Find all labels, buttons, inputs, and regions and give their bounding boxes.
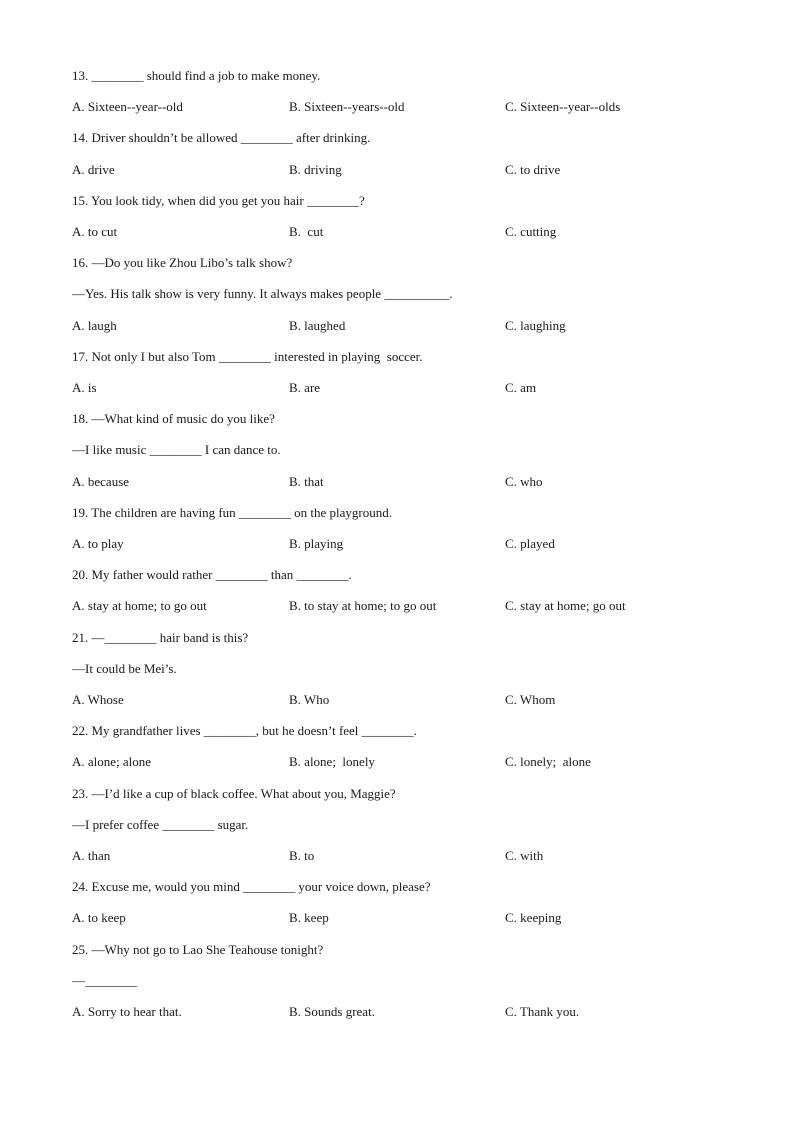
question-stem: 22. My grandfather lives ________, but he doesn’t feel ________.	[72, 723, 417, 739]
option-b: B. cut	[289, 224, 324, 239]
option-c: C. played	[505, 536, 555, 551]
option-a: A. to cut	[72, 224, 118, 239]
answer-options	[72, 318, 752, 334]
answer-options	[72, 848, 752, 864]
question-dialogue-line: —I like music ________ I can dance to.	[72, 442, 281, 458]
option-c: C. am	[505, 380, 537, 395]
answer-options	[72, 910, 752, 926]
option-b: B. that	[289, 473, 324, 489]
answer-options	[72, 99, 752, 115]
option-a: A. than	[72, 848, 111, 863]
option-b: B. keep	[289, 910, 329, 926]
question-stem: 21. —________ hair band is this?	[72, 629, 249, 645]
answer-options	[72, 692, 752, 708]
option-b: B. driving	[289, 161, 342, 177]
answer-options	[72, 1004, 752, 1020]
answer-options	[72, 536, 752, 552]
question-stem: 15. You look tidy, when did you get you hair ________?	[72, 192, 365, 208]
question-dialogue-line: —I prefer coffee ________ sugar.	[72, 816, 249, 832]
option-a: A. Whose	[72, 692, 124, 707]
option-c: C. lonely; alone	[505, 754, 591, 770]
option-b: B. to stay at home; to go out	[289, 598, 437, 614]
option-a: A. stay at home; to go out	[72, 598, 207, 614]
question-stem: 24. Excuse me, would you mind ________ your voice down, please?	[72, 879, 431, 895]
question-dialogue-line: —It could be Mei’s.	[72, 660, 177, 676]
option-b: B. Sounds great.	[289, 1004, 375, 1019]
question-stem: 20. My father would rather ________ than ________.	[72, 567, 352, 583]
option-a: A. alone; alone	[72, 754, 152, 770]
option-b: B. Who	[289, 692, 330, 707]
option-a: A. Sixteen--year--old	[72, 99, 183, 115]
question-dialogue-line: —________	[72, 972, 137, 988]
question-dialogue-line: —Yes. His talk show is very funny. It always makes people __________.	[72, 286, 453, 302]
answer-options	[72, 162, 752, 178]
option-c: C. keeping	[505, 910, 562, 926]
option-c: C. to drive	[505, 161, 561, 177]
option-a: A. to play	[72, 536, 124, 551]
question-stem: 23. —I’d like a cup of black coffee. What about you, Maggie?	[72, 785, 396, 801]
option-b: B. alone; lonely	[289, 754, 375, 770]
option-a: A. is	[72, 380, 97, 395]
option-a: A. Sorry to hear that.	[72, 1004, 182, 1019]
answer-options	[72, 380, 752, 396]
option-c: C. stay at home; go out	[505, 598, 626, 614]
option-c: C. who	[505, 473, 543, 489]
answer-options	[72, 754, 752, 770]
answer-options	[72, 224, 752, 240]
question-stem: 19. The children are having fun ________ on the playground.	[72, 504, 392, 520]
option-b: B. playing	[289, 536, 344, 551]
option-c: C. Sixteen--year--olds	[505, 99, 621, 115]
option-b: B. Sixteen--years--old	[289, 99, 405, 115]
question-stem: 16. —Do you like Zhou Libo’s talk show?	[72, 255, 293, 271]
option-b: B. to	[289, 848, 315, 863]
option-a: A. to keep	[72, 910, 126, 926]
option-c: C. Whom	[505, 692, 556, 707]
question-stem: 25. —Why not go to Lao She Teahouse tonight?	[72, 941, 324, 957]
option-c: C. with	[505, 848, 544, 863]
option-c: C. Thank you.	[505, 1004, 580, 1019]
answer-options	[72, 598, 752, 614]
option-a: A. laugh	[72, 317, 117, 333]
question-stem: 18. —What kind of music do you like?	[72, 411, 275, 427]
question-stem: 13. ________ should find a job to make money.	[72, 68, 321, 83]
option-a: A. because	[72, 473, 130, 489]
option-c: C. laughing	[505, 317, 566, 333]
option-b: B. are	[289, 380, 321, 395]
option-a: A. drive	[72, 161, 115, 177]
answer-options	[72, 474, 752, 490]
option-b: B. laughed	[289, 317, 346, 333]
question-stem: 14. Driver shouldn’t be allowed ________ after drinking.	[72, 130, 371, 146]
question-stem: 17. Not only I but also Tom ________ interested in playing soccer.	[72, 348, 423, 364]
option-c: C. cutting	[505, 224, 557, 239]
